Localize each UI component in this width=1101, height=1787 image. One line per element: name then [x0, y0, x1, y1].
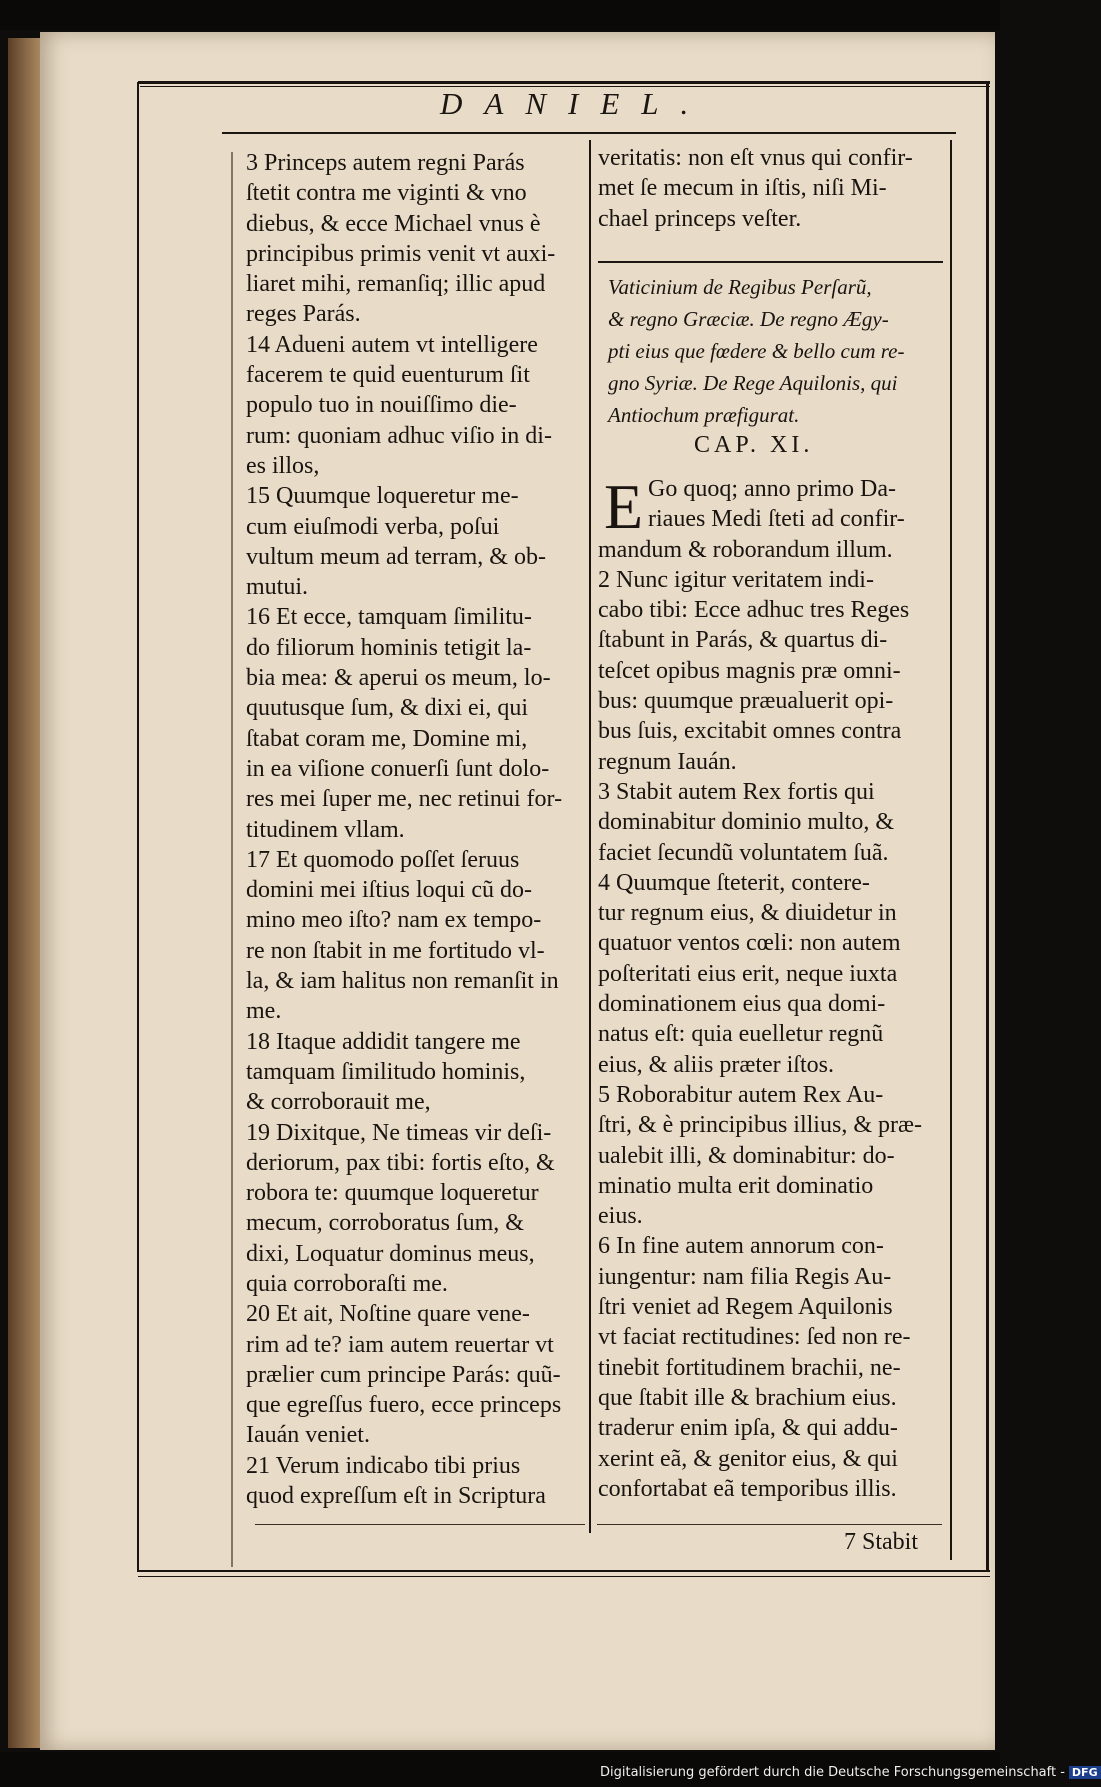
text-line: chael princeps veſter. — [598, 205, 802, 232]
text-line: robora te: quumque loqueretur — [246, 1180, 539, 1207]
text-line: bus ſuis, excitabit omnes contra — [598, 718, 902, 745]
text-line: poſteritati eius erit, neque iuxta — [598, 960, 898, 987]
text-line: xerint eã, & genitor eius, & qui — [598, 1445, 898, 1472]
funding-note — [600, 1765, 1098, 1783]
text-line: teſcet opibus magnis præ omni- — [598, 657, 901, 684]
text-line: eius. — [598, 1203, 643, 1230]
text-line: regnum Iauán. — [598, 748, 737, 775]
text-line: ſtri veniet ad Regem Aquilonis — [598, 1294, 893, 1321]
header-rule — [222, 132, 956, 134]
text-line: cabo tibi: Ecce adhuc tres Reges — [598, 597, 910, 624]
summary-line: pti eius que fœdere & bello cum re- — [608, 339, 905, 363]
text-line: quod expreſſum eſt in Scriptura — [246, 1483, 546, 1510]
left-column-bottom-rule — [255, 1524, 585, 1525]
scan-top-border — [0, 0, 1000, 30]
text-line: dominabitur dominio multo, & — [598, 809, 894, 836]
text-line: deriorum, pax tibi: fortis eſto, & — [246, 1149, 555, 1176]
dfg-logo: DFG — [1069, 1766, 1101, 1779]
text-line: 15 Quumque loqueretur me- — [246, 483, 519, 510]
text-line: bus: quumque præualuerit opi- — [598, 688, 894, 715]
text-line: domini mei iſtius loqui cũ do- — [246, 877, 532, 904]
text-line: & corroborauit me, — [246, 1089, 431, 1116]
text-line: dixi, Loquatur dominus meus, — [246, 1240, 535, 1267]
text-line: facerem te quid euenturum ſit — [246, 362, 530, 389]
left-margin-rule — [231, 152, 233, 1567]
funding-text: Digitalisierung gefördert durch die Deutsche Forschungsgemeinschaft - — [600, 1765, 1065, 1780]
text-line: principibus primis venit vt auxi- — [246, 240, 556, 267]
text-line: in ea viſione conuerſi ſunt dolo- — [246, 755, 550, 782]
text-line: titudinem vllam. — [246, 816, 405, 843]
chapter-summary — [608, 271, 946, 431]
text-line: 3 Princeps autem regni Parás — [246, 150, 525, 176]
text-line: eius, & aliis præter iſtos. — [598, 1051, 834, 1078]
text-line: prælier cum principe Parás: quũ- — [246, 1361, 561, 1388]
text-line: 5 Roborabitur autem Rex Au- — [598, 1081, 884, 1108]
chapter-title: CAP. XI. — [694, 432, 814, 458]
text-line: rum: quoniam adhuc viſio in di- — [246, 422, 552, 449]
text-line: 18 Itaque addidit tangere me — [246, 1028, 521, 1055]
text-line: 16 Et ecce, tamquam ſimilitu- — [246, 604, 532, 631]
text-line: 19 Dixitque, Ne timeas vir deſi- — [246, 1119, 552, 1146]
text-line: re non ſtabit in me fortitudo vl- — [246, 937, 545, 964]
text-line: ualebit illi, & dominabitur: do- — [598, 1142, 895, 1169]
text-line: riaues Medi ſteti ad confir- — [648, 506, 905, 533]
frame-rule-bottom-inner — [138, 1576, 990, 1577]
right-column-bottom-rule — [597, 1524, 942, 1525]
text-line: mino meo iſto? nam ex tempo- — [246, 907, 542, 934]
text-line: minatio multa erit dominatio — [598, 1172, 874, 1199]
text-line: vt faciat rectitudines: ſed non re- — [598, 1324, 911, 1351]
text-line: tinebit fortitudinem brachii, ne- — [598, 1354, 901, 1381]
right-column-top — [598, 143, 948, 234]
text-line: 14 Adueni autem vt intelligere — [246, 331, 538, 358]
text-line: es illos, — [246, 452, 320, 479]
left-column — [246, 148, 588, 1511]
running-head: DANIEL. — [440, 86, 711, 121]
text-line: que egreſſus fuero, ecce princeps — [246, 1392, 562, 1419]
column-divider — [589, 140, 591, 1533]
text-line: la, & iam halitus non remanſit in — [246, 968, 559, 995]
text-line: do filiorum hominis tetigit la- — [246, 634, 532, 661]
summary-line: & regno Græciæ. De regno Ægy- — [608, 307, 889, 331]
text-line: ſtri, & è principibus illius, & præ- — [598, 1112, 922, 1139]
text-line: faciet ſecundũ voluntatem ſuã. — [598, 839, 889, 866]
right-column-main — [598, 471, 948, 1504]
text-line: 2 Nunc igitur veritatem indi- — [598, 566, 874, 593]
text-line: tamquam ſimilitudo hominis, — [246, 1058, 526, 1085]
text-line: met ſe mecum in iſtis, niſi Mi- — [598, 175, 887, 202]
text-line: natus eſt: quia euelletur regnũ — [598, 1021, 884, 1048]
text-line: 4 Quumque ſteterit, contere- — [598, 869, 870, 896]
text-line: populo tuo in nouiſſimo die- — [246, 392, 517, 419]
text-line: Iauán veniet. — [246, 1422, 370, 1449]
text-line: quutusque ſum, & dixi ei, qui — [246, 695, 528, 722]
text-line: ſtetit contra me viginti & vno — [246, 180, 527, 207]
frame-rule-bottom — [138, 1570, 990, 1572]
frame-rule-left — [137, 82, 139, 1572]
summary-line: Vaticinium de Regibus Perſarũ, — [608, 275, 872, 299]
text-line: iungentur: nam filia Regis Au- — [598, 1263, 892, 1290]
frame-rule-right — [986, 82, 989, 1572]
text-line: ſtabat coram me, Domine mi, — [246, 725, 528, 752]
frame-rule-top — [138, 81, 990, 84]
summary-rule — [598, 261, 943, 263]
text-line: confortabat eã temporibus illis. — [598, 1475, 897, 1502]
text-line: me. — [246, 998, 282, 1025]
text-line: cum eiuſmodi verba, poſui — [246, 513, 500, 540]
text-line: ſtabunt in Parás, & quartus di- — [598, 627, 888, 654]
text-line: que ſtabit ille & brachium eius. — [598, 1384, 897, 1411]
text-line: liaret mihi, remanſiq; illic apud — [246, 271, 546, 298]
text-line: mecum, corroboratus ſum, & — [246, 1210, 524, 1237]
text-line: traderur enim ipſa, & qui addu- — [598, 1415, 898, 1442]
text-line: rim ad te? iam autem reuertar vt — [246, 1331, 554, 1358]
text-line: res mei ſuper me, nec retinui for- — [246, 786, 563, 813]
text-line: veritatis: non eſt vnus qui confir- — [598, 145, 913, 171]
text-line: tur regnum eius, & diuidetur in — [598, 900, 897, 927]
drop-capital: E — [604, 471, 644, 542]
text-line: 3 Stabit autem Rex fortis qui — [598, 778, 875, 805]
text-line: vultum meum ad terram, & ob- — [246, 543, 546, 570]
text-line: reges Parás. — [246, 301, 361, 328]
text-line: quia corroboraſti me. — [246, 1270, 448, 1297]
text-line: Go quoq; anno primo Da- — [648, 476, 896, 502]
summary-line: gno Syriæ. De Rege Aquilonis, qui — [608, 371, 898, 395]
text-line: bia mea: & aperui os meum, lo- — [246, 665, 551, 692]
text-line: 17 Et quomodo poſſet ſeruus — [246, 846, 520, 873]
text-line: mandum & roborandum illum. — [598, 536, 893, 563]
catchword: 7 Stabit — [844, 1529, 919, 1555]
right-column-rule — [950, 140, 952, 1560]
text-line: 21 Verum indicabo tibi prius — [246, 1452, 521, 1479]
text-line: dominationem eius qua domi- — [598, 991, 886, 1018]
text-line: diebus, & ecce Michael vnus è — [246, 210, 541, 237]
summary-line: Antiochum præfigurat. — [608, 403, 800, 427]
text-line: quatuor ventos cœli: non autem — [598, 930, 901, 957]
text-line: 6 In fine autem annorum con- — [598, 1233, 884, 1260]
text-line: 20 Et ait, Noſtine quare vene- — [246, 1301, 530, 1328]
text-line: mutui. — [246, 574, 309, 601]
